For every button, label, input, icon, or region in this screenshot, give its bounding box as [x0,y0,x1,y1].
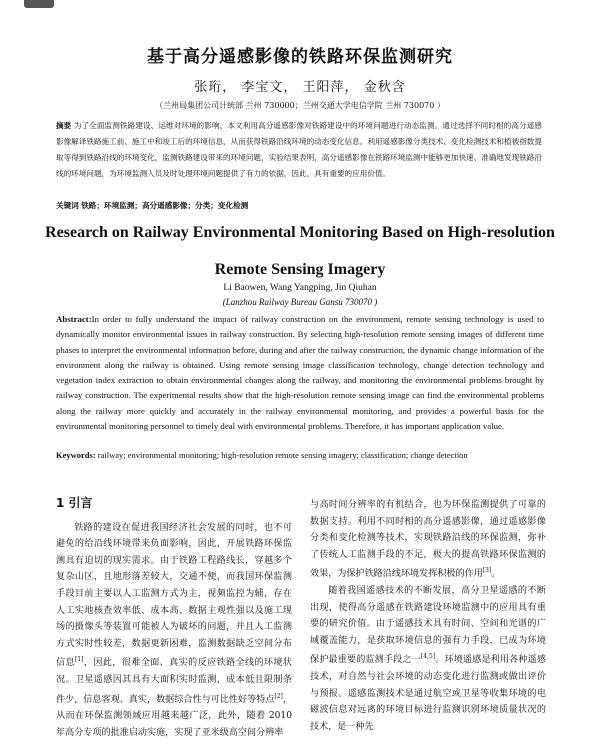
journal-logo-icon [24,0,54,8]
paragraph-text: 随着我国遥感技术的不断发展，高分卫星遥感的不断出现，使得高分遥感在铁路建设环境监测中的应用具有重要的研究价值。由于遥感技术具有时间、空间和光谱的广域覆盖能力，是获取环境信息的强有力手段，已成为环境保护最重要的监测手段之一 [310,586,546,666]
english-keywords [56,450,544,460]
chinese-keywords-label: 关键词 [56,201,79,210]
paragraph-text: 。 [491,569,501,580]
english-abstract-label: Abstract: [56,314,92,324]
paragraph [310,497,546,583]
english-keywords-text: railway; environmental monitoring; high-resolution remote sensing imagery; classification; change detection [97,450,468,460]
citation: [2] [274,692,283,700]
english-affiliation: (Lanzhou Railway Bureau Gansu 730070 ) [222,297,378,307]
english-abstract-text: In order to fully understand the impact of railway construction on the environment, remote sensing technology is used to dynamically monitor environmental issues in railway construction. By selecting high-resolution remote sensing images of different time phases to interpret the environmental information before, during and after the railway construction, the dynamic change information of the environment along the railway is obtained. Using remote sensing image classification technology, change detection technology and vegetation index extraction to obtain environmental changes along the railway, and monitoring the environmental problems brought by railway construction. The experimental results show that the high-resolution remote sensing image can find the environmental problems along the railway more quickly and accurately in the railway environmental monitoring, and provides a powerful basis for the environmental monitoring personnel to timely deal with environmental problems. Therefore, it has important application value. [56,314,544,432]
citation: [1] [74,656,84,664]
paragraph-text: 铁路的建设在促进我国经济社会发展的同时，也不可避免的给沿线环境带来负面影响，因此，开展铁路环保监测具有迫切的现实需求。由于铁路工程路线长，穿越多个复杂山区，且地形落差较大，交通不便，而我国环保监测手段目前主要以人工监测方式为主，视频监控为辅，存在人工实地核查效率低、成本高、数据主观性强以及施工现场的摄像头等装置可能被人为破坏的问题，并且人工监测方式实时性较差，数据更新困难，监测数据缺乏空间分布信息 [56,522,292,669]
english-authors: Li Baowen, Wang Yangping, Jin Qiuhan [223,283,377,293]
paragraph-text: 。环境遥感是利用各种遥感技术，对自然与社会环境的动态变化进行监测或做出评价与预报。遥感监测技术是通过航空或卫星等收集环境的电磁波信息对远离的环境目标进行监测识别环境质量状况的技术，是一种先 [310,655,546,732]
chinese-abstract [56,118,542,182]
section-heading: 1 引言 [56,496,93,510]
chinese-abstract-text: 为了全面监测铁路建设、运维对环境的影响，本文利用高分遥感影像对铁路建设中的环境问题进行动态监测。通过选择不同时相的高分遥感影像解译铁路施工前、施工中和竣工后的环境信息，从而获得铁路沿线环境的动态变化信息。利用遥感影像分类技术、变化检测技术和植被指数提取等得到铁路沿线的环境变化，监测铁路建设带来的环境问题，实验结果表明，高分遥感影像在铁路环境监测中能够更加快速、准确地发现铁路沿线的环境问题，为环境监测人员及时处理环境问题提供了有力的依据，因此，具有重要的应用价值。 [56,121,542,178]
chinese-keywords-text: 铁路；环境监测；高分遥感影像；分类；变化检测 [81,201,249,210]
chinese-authors: 张珩， 李宝文， 王阳萍， 金秋含 [194,80,406,95]
chinese-keywords [56,200,542,211]
english-title [40,214,560,288]
paragraph-text: ，从而在环保监测领域应用越来越广泛，此外，随着 2010 年高分专项的批准启动实施，实现了亚米级高空间分辨率 [56,694,292,738]
english-title-line1: Research on Railway Environmental Monitoring Based on High-resolution [45,224,555,241]
paragraph-text: 与高时间分辨率的有机结合，也为环保监测提供了可靠的数据支持。利用不同时相的高分遥感影像，通过遥感影像分类和变化检测等技术，实现铁路沿线的环保监测，弥补了传统人工监测手段的不足，极大的提高铁路环保监测的效果，为保护铁路沿线环境发挥积极的作用 [310,500,546,580]
chinese-abstract-label: 摘要 [56,121,72,130]
citation: [4,5] [420,653,436,661]
paragraph [310,583,546,735]
chinese-title: 基于高分遥感影像的铁路环保监测研究 [147,47,453,67]
citation: [3] [482,567,492,575]
english-keywords-label: Keywords: [56,450,96,460]
chinese-affiliation: （兰州局集团公司计统部 兰州 730000；兰州交通大学电信学院 兰州 730070 ） [155,101,445,110]
paragraph [56,520,292,741]
english-abstract [56,312,544,434]
english-title-line2: Remote Sensing Imagery [214,261,386,278]
right-column [310,497,546,735]
paragraph-text: ，因此，很难全面、真实的反应铁路全线的环境状况。卫星遥感因其具有大面积实时监测，成本低且限制条件少，信息客观、真实，数据综合性与可比性好等特点 [56,658,292,705]
left-column [56,485,292,741]
